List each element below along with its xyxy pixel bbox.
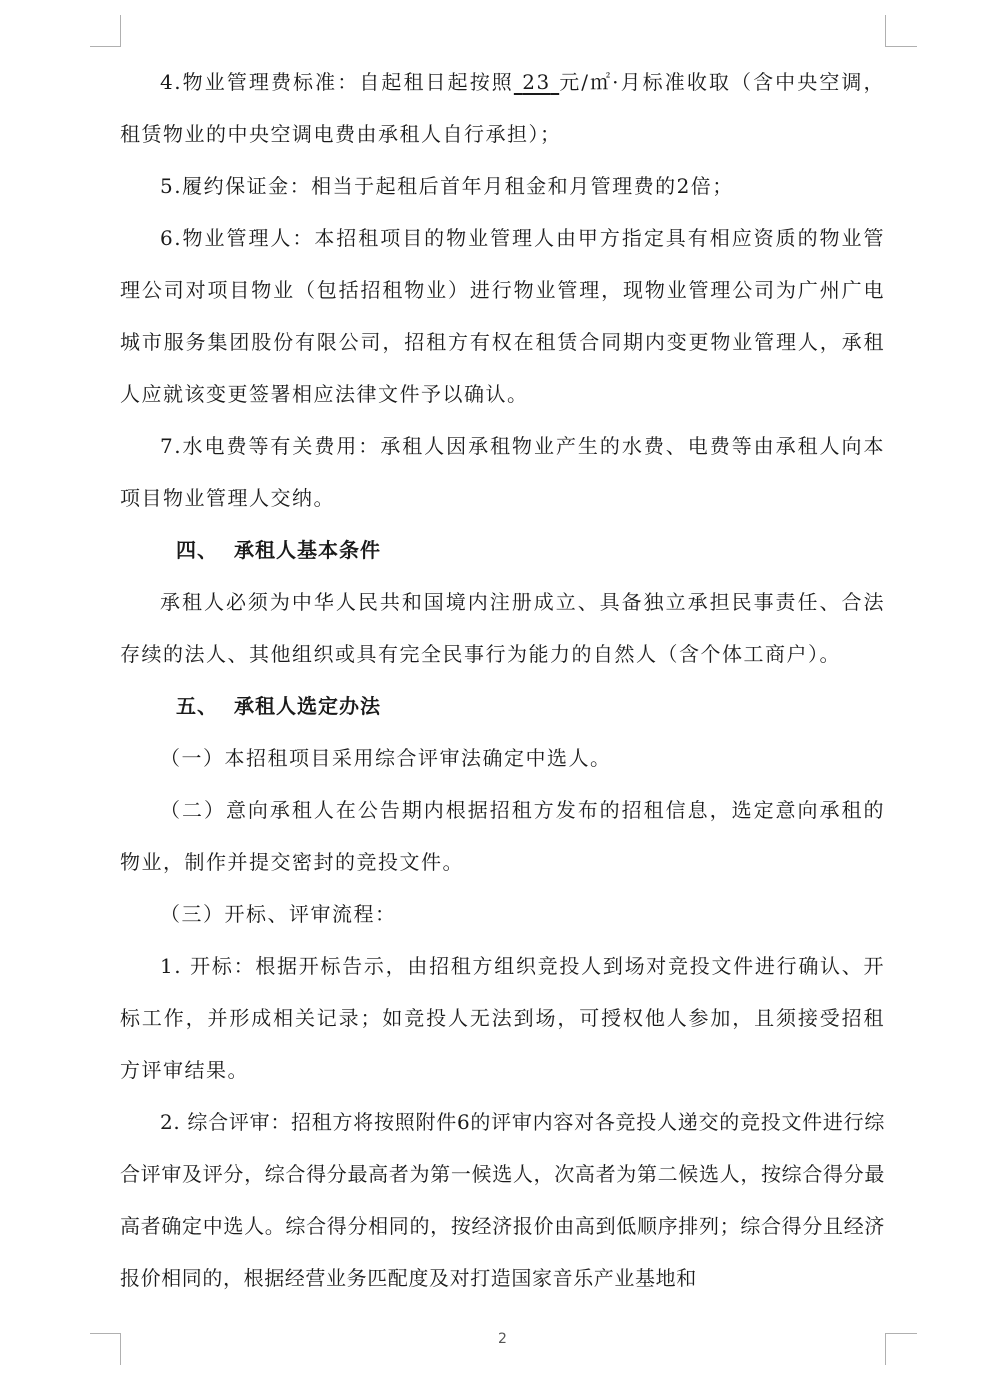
crop-mark-top-left bbox=[90, 15, 121, 47]
section-4-number: 四、 bbox=[176, 538, 218, 562]
section-5-number: 五、 bbox=[176, 694, 218, 718]
section-4-heading bbox=[120, 524, 885, 576]
item-4-rate: 23 bbox=[522, 70, 551, 94]
item-4-prefix: 4.物业管理费标准：自起租日起按照 bbox=[160, 70, 514, 94]
item-5-deposit: 5.履约保证金：相当于起租后首年月租金和月管理费的2倍； bbox=[160, 174, 734, 198]
section-4-title: 承租人基本条件 bbox=[234, 538, 381, 562]
section-5-step-1-bid-opening: 1. 开标：根据开标告示，由招租方组织竞投人到场对竞投文件进行确认、开标工作，并形成相关记录；如竞投人无法到场，可授权他人参加，且须接受招租方评审结果。 bbox=[120, 954, 885, 1082]
section-4-body: 承租人必须为中华人民共和国境内注册成立、具备独立承担民事责任、合法存续的法人、其他组织或具有完全民事行为能力的自然人（含个体工商户）。 bbox=[120, 590, 885, 666]
item-7-utility-fees: 7.水电费等有关费用：承租人因承租物业产生的水费、电费等由承租人向本项目物业管理人交纳。 bbox=[120, 434, 885, 510]
section-5-sub-2: （二）意向承租人在公告期内根据招租方发布的招租信息，选定意向承租的物业，制作并提交密封的竞投文件。 bbox=[120, 798, 885, 874]
item-4-management-fee bbox=[120, 56, 885, 160]
section-5-sub-3: （三）开标、评审流程： bbox=[160, 902, 397, 926]
section-5-step-2-evaluation: 2. 综合评审：招租方将按照附件6的评审内容对各竞投人递交的竞投文件进行综合评审及评分，综合得分最高者为第一候选人，次高者为第二候选人，按综合得分最高者确定中选人。综合得分相同的，按经济报价由高到低顺序排列；综合得分且经济报价相同的，根据经营业务匹配度及对打造国家音乐产业基地和 bbox=[120, 1110, 885, 1290]
document-body bbox=[120, 56, 885, 1304]
crop-mark-top-right bbox=[885, 15, 917, 47]
page-number: 2 bbox=[498, 1331, 507, 1347]
item-6-property-manager: 6.物业管理人：本招租项目的物业管理人由甲方指定具有相应资质的物业管理公司对项目物业（包括招租物业）进行物业管理，现物业管理公司为广州广电城市服务集团股份有限公司，招租方有权在租赁合同期内变更物业管理人，承租人应就该变更签署相应法律文件予以确认。 bbox=[120, 226, 885, 406]
section-5-heading bbox=[120, 680, 885, 732]
section-5-title: 承租人选定办法 bbox=[234, 694, 381, 718]
section-5-sub-1: （一）本招租项目采用综合评审法确定中选人。 bbox=[160, 746, 612, 770]
item-4-suffix: 元/㎡·月标准收取（含中央空调，租赁物业的中央空调电费由承租人自行承担）； bbox=[120, 70, 885, 146]
